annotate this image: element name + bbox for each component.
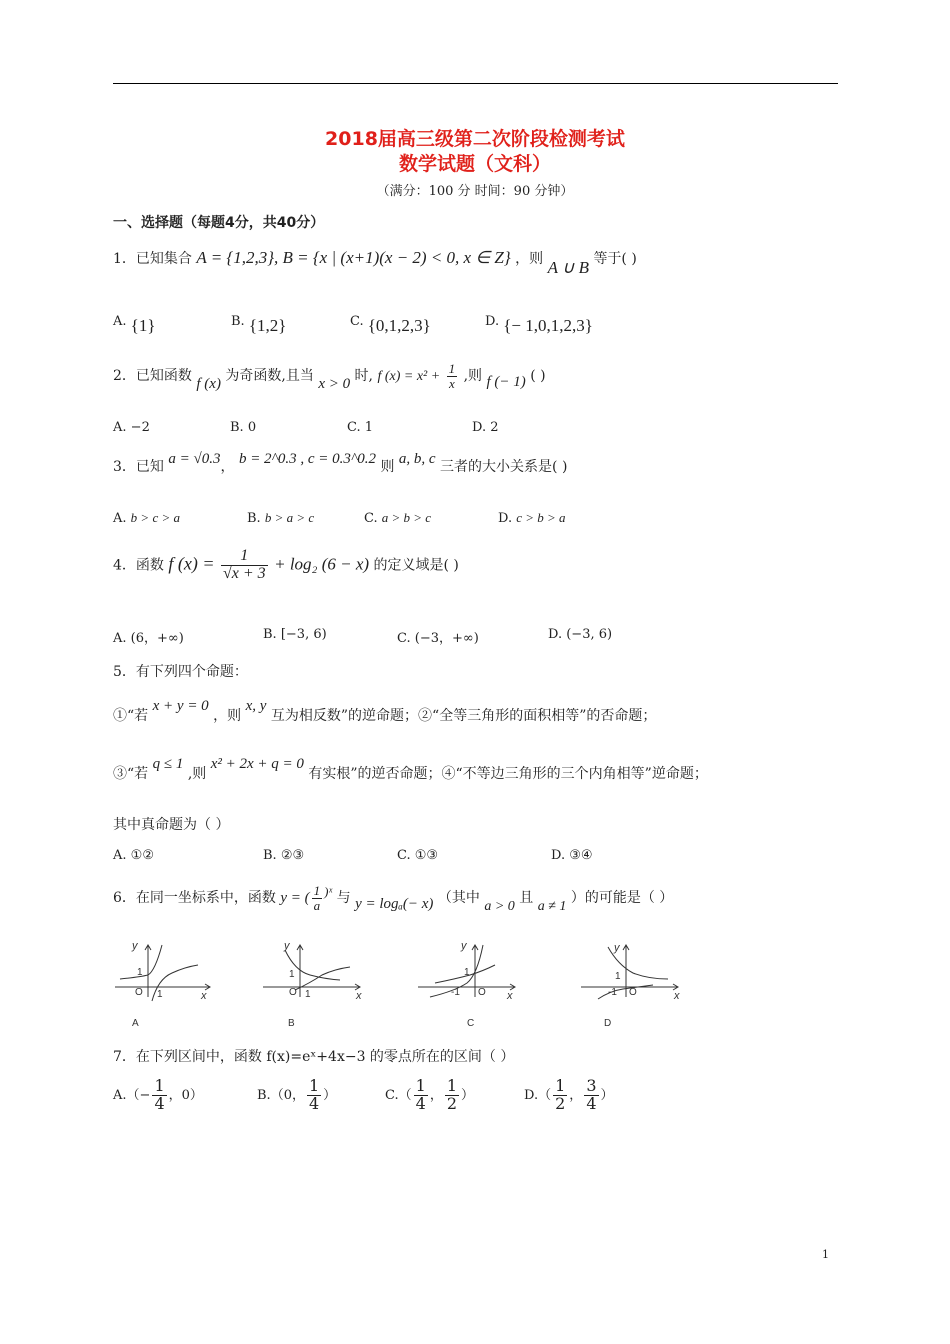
q7-option-d[interactable]: D.（ $\frac{1}{2}$ ， $\frac{3}{4}$ ） bbox=[524, 1076, 614, 1113]
q3-prefix: 3．已知 bbox=[113, 459, 164, 475]
q3-vars: a, b, c bbox=[398, 451, 436, 467]
q5-option-a[interactable]: A. ①② bbox=[113, 848, 154, 863]
q2-target: f (− 1) bbox=[486, 374, 526, 391]
q2-option-a[interactable]: A. −2 bbox=[113, 420, 150, 435]
q7-stem: 7．在下列区间中，函数 f(x)=eˣ+4x−3 的零点所在的区间（ ） bbox=[113, 1049, 515, 1065]
graph-a-x-label: x bbox=[201, 990, 207, 1002]
q6-cond1: a > 0 bbox=[484, 899, 515, 915]
graph-d-x-label: x bbox=[674, 990, 680, 1002]
q6-graphs bbox=[110, 935, 690, 1035]
graph-b-y-label: y bbox=[284, 940, 290, 952]
q5-cond: q ≤ 1 bbox=[152, 756, 184, 772]
q1-mid: ，则 bbox=[515, 251, 544, 267]
q1-union: A ∪ B bbox=[547, 258, 589, 277]
q2-mid2: 时, bbox=[354, 368, 373, 385]
q5-stem: 5．有下列四个命题： bbox=[113, 664, 248, 680]
graph-d-tick-1: 1 bbox=[615, 971, 621, 982]
q5-option-d[interactable]: D. ③④ bbox=[551, 848, 593, 863]
q3-option-d[interactable]: D. c > b > a bbox=[498, 510, 566, 526]
q3-bc: b = 2^0.3 , c = 0.3^0.2 bbox=[238, 451, 376, 467]
question-1 bbox=[113, 248, 637, 277]
question-4 bbox=[113, 548, 459, 583]
q2-def: f (x) = x² + bbox=[377, 369, 441, 385]
q6-y1: y = ( bbox=[280, 890, 310, 907]
q4-f-right: + log₂ (6 − x) bbox=[274, 554, 370, 574]
q3-suffix: 三者的大小关系是( ) bbox=[440, 459, 568, 475]
q2-mid3: ,则 bbox=[463, 368, 483, 385]
q2-cond: x > 0 bbox=[318, 376, 351, 393]
q3-mid: 则 bbox=[380, 459, 395, 475]
q2-option-d[interactable]: D. 2 bbox=[472, 420, 499, 435]
q6-y2: y = logₐ(− x) bbox=[355, 896, 434, 913]
graph-c-tick-1: 1 bbox=[464, 967, 470, 978]
q3-a: a = √0.3 bbox=[168, 451, 221, 467]
graph-c-label: C bbox=[467, 1018, 475, 1029]
q4-option-d[interactable]: D. (−3, 6) bbox=[548, 627, 613, 642]
q1-set-a: A = {1,2,3} bbox=[196, 248, 275, 267]
graph-b-tick-1: 1 bbox=[289, 969, 295, 980]
header-rule bbox=[113, 83, 838, 84]
q3-option-c[interactable]: C. a > b > c bbox=[364, 510, 432, 526]
graph-d-label: D bbox=[604, 1018, 612, 1029]
q7-option-a[interactable]: A.（− $\frac{1}{4}$ ，0） bbox=[113, 1076, 203, 1113]
q2-option-b[interactable]: B. 0 bbox=[230, 420, 257, 435]
q4-fraction: $\frac{1}{√x + 3}$ bbox=[222, 547, 266, 582]
graph-c-origin: O bbox=[478, 987, 486, 998]
q3-option-b[interactable]: B. b > a > c bbox=[247, 510, 315, 526]
q6-graph-b[interactable] bbox=[263, 945, 360, 997]
q5-eq-1: x + y = 0 bbox=[152, 698, 209, 714]
q1-set-b: , B = {x | (x+1)(x − 2) < 0, x ∈ Z} bbox=[274, 248, 511, 267]
graph-b-x-label: x bbox=[356, 990, 362, 1002]
graph-a-origin: O bbox=[135, 987, 143, 998]
graph-d-origin: O bbox=[629, 987, 637, 998]
q2-prefix: 2．已知函数 bbox=[113, 368, 192, 385]
q5-option-c[interactable]: C. ①③ bbox=[397, 848, 439, 863]
q5-eq-2: x² + 2x + q = 0 bbox=[210, 756, 304, 772]
q6-fraction: $\frac{1}{a}$ bbox=[313, 883, 321, 913]
question-6: 6．在同一坐标系中，函数 y = ( $\frac{1}{a}$ )ˣ 与 y = logₐ(− x) （其中 a > 0 且 a ≠ 1 ）的可能是（ ） bbox=[113, 883, 674, 915]
graph-a-tick-1: 1 bbox=[137, 967, 143, 978]
graph-c-x-label: x bbox=[507, 990, 513, 1002]
section-heading: 一、选择题（每题4分，共40分） bbox=[113, 215, 325, 231]
q4-prefix: 4．函数 bbox=[113, 557, 164, 574]
q4-f-left: f (x) = bbox=[168, 553, 215, 574]
exam-subtitle: 数学试题（文科） bbox=[398, 153, 551, 175]
graph-a-tick-x1: 1 bbox=[157, 989, 163, 1000]
question-2 bbox=[113, 361, 546, 393]
q7-option-c[interactable]: C.（ $\frac{1}{4}$ ， $\frac{1}{2}$ ） bbox=[385, 1076, 475, 1113]
q2-option-c[interactable]: C. 1 bbox=[347, 420, 374, 435]
graph-c-tick-neg1: -1 bbox=[451, 987, 460, 998]
q1-prefix: 1．已知集合 bbox=[113, 251, 192, 267]
q4-option-c[interactable]: C. (−3，+∞) bbox=[397, 631, 479, 646]
graph-b-label: B bbox=[288, 1018, 295, 1029]
graph-d-tick-neg1: -1 bbox=[608, 987, 617, 998]
graph-b-tick-x1: 1 bbox=[305, 989, 311, 1000]
q5-option-b[interactable]: B. ②③ bbox=[263, 848, 305, 863]
q5-vars: x, y bbox=[245, 698, 267, 714]
exam-meta: （满分：100 分 时间：90 分钟） bbox=[376, 184, 574, 199]
q2-fx: f (x) bbox=[196, 376, 221, 393]
q4-suffix: 的定义域是( ) bbox=[373, 557, 459, 574]
q5-line-1: ①“若 x + y = 0 ，则 x, y 互为相反数”的逆命题；②“全等三角形的面积相等”的否命题； bbox=[113, 698, 657, 724]
graph-d-y-label: y bbox=[614, 942, 620, 954]
q2-fraction: $\frac{1}{x}$ bbox=[448, 361, 456, 391]
q7-option-b[interactable]: B.（0， $\frac{1}{4}$ ） bbox=[257, 1076, 337, 1113]
q4-option-b[interactable]: B. [−3, 6) bbox=[263, 627, 327, 642]
q4-option-a[interactable]: A. (6，+∞) bbox=[113, 631, 184, 646]
q1-option-a[interactable]: A. {1} bbox=[113, 314, 156, 335]
q6-cond2: a ≠ 1 bbox=[537, 899, 567, 915]
graph-a-label: A bbox=[132, 1018, 139, 1029]
q2-suffix: ( ) bbox=[530, 368, 546, 385]
graph-a-y-label: y bbox=[132, 940, 138, 952]
graph-c-y-label: y bbox=[461, 940, 467, 952]
q5-line-2: ③“若 q ≤ 1 ,则 x² + 2x + q = 0 有实根”的逆否命题；④“不等边三角形的三个内角相等”逆命题； bbox=[113, 756, 708, 782]
q1-suffix: 等于( ) bbox=[593, 251, 637, 267]
q5-line-3: 其中真命题为（ ） bbox=[113, 817, 230, 833]
q1-option-c[interactable]: C. {0,1,2,3} bbox=[350, 314, 431, 335]
q2-mid1: 为奇函数,且当 bbox=[225, 368, 314, 385]
q1-option-d[interactable]: D. {− 1,0,1,2,3} bbox=[485, 314, 593, 335]
exam-title: 2018届高三级第二次阶段检测考试 bbox=[325, 128, 625, 150]
q3-option-a[interactable]: A. b > c > a bbox=[113, 510, 180, 526]
question-3: 3．已知 a = √0.3， b = 2^0.3 , c = 0.3^0.2 则 a, b, c 三者的大小关系是( ) bbox=[113, 451, 568, 475]
q1-option-b[interactable]: B. {1,2} bbox=[231, 314, 287, 335]
page-number: 1 bbox=[822, 1248, 829, 1261]
graph-b-origin: O bbox=[289, 987, 297, 998]
